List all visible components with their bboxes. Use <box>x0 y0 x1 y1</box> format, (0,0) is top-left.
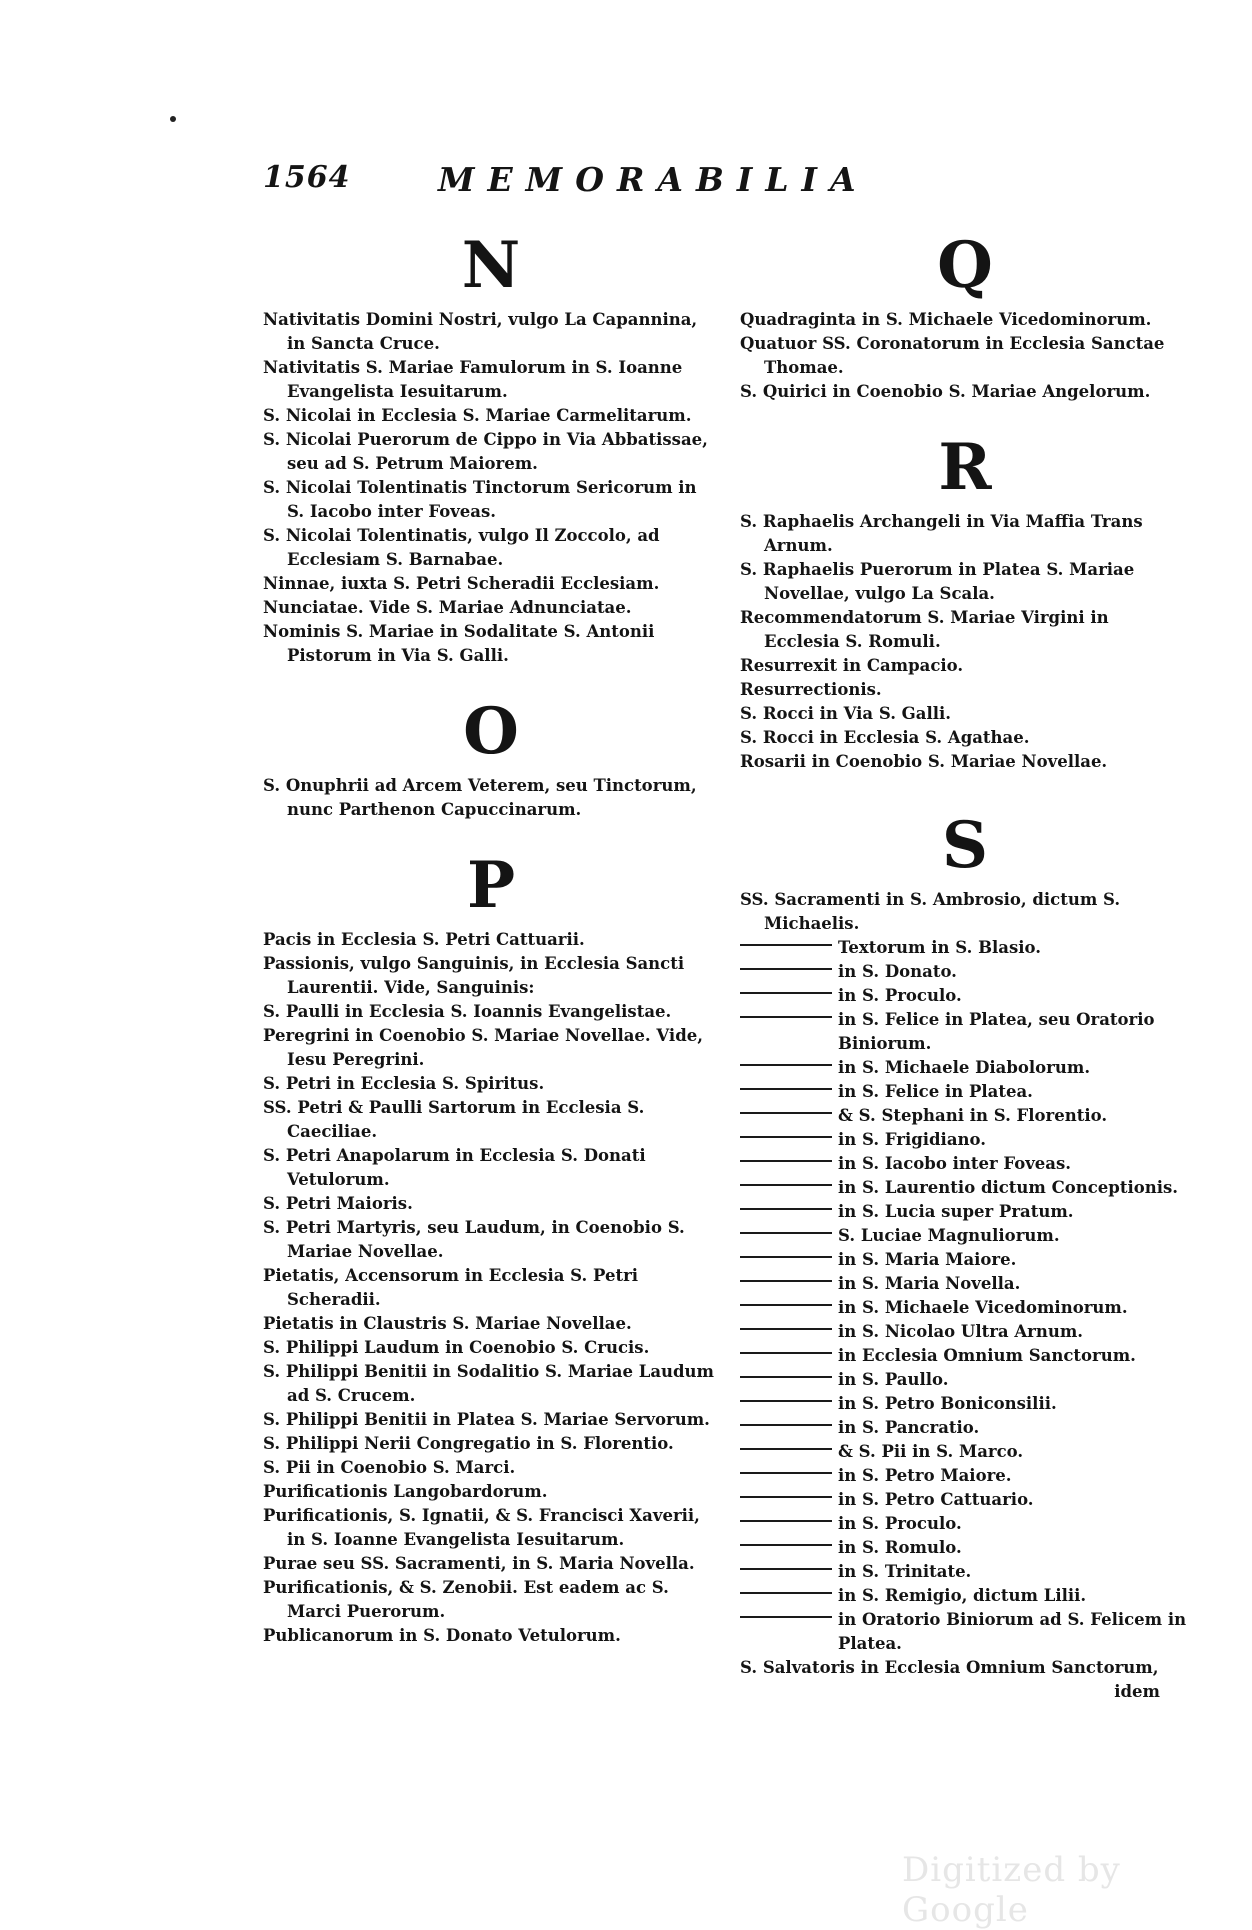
entry-list <box>740 308 1190 404</box>
ditto-entry: in S. Iacobo inter Foveas. <box>740 1152 1190 1176</box>
entry-list <box>740 510 1190 774</box>
list-item: Pietatis in Claustris S. Mariae Novellae. <box>263 1314 632 1333</box>
list-item: Pacis in Ecclesia S. Petri Cattuarii. <box>263 930 585 949</box>
list-item: S. Petri Maioris. <box>263 1194 413 1213</box>
list-item: S. Philippi Laudum in Coenobio S. Crucis. <box>263 1338 650 1357</box>
ditto-entry: in S. Nicolao Ultra Arnum. <box>740 1320 1190 1344</box>
ditto-entry: in S. Maria Maiore. <box>740 1248 1190 1272</box>
section-r <box>740 430 1190 774</box>
ditto-entry: in S. Felice in Platea. <box>740 1080 1190 1104</box>
ditto-entry: in S. Romulo. <box>740 1536 1190 1560</box>
catchword: idem <box>1114 1682 1160 1701</box>
list-item: S. Onuphrii ad Arcem Veterem, seu Tinctorum, nunc Parthenon Capuccinarum. <box>263 776 697 819</box>
list-item: S. Rocci in Via S. Galli. <box>740 704 952 723</box>
ditto-dash <box>740 1496 832 1498</box>
ditto-entry: in S. Laurentio dictum Conceptionis. <box>740 1176 1190 1200</box>
list-item: S. Petri Anapolarum in Ecclesia S. Donati Vetulorum. <box>263 1146 646 1189</box>
list-item: S. Philippi Nerii Congregatio in S. Florentio. <box>263 1434 674 1453</box>
ditto-dash <box>740 1616 832 1618</box>
section-q <box>740 228 1190 404</box>
list-item: S. Quirici in Coenobio S. Mariae Angelorum. <box>740 382 1151 401</box>
list-item: SS. Petri & Paulli Sartorum in Ecclesia S. Caeciliae. <box>263 1098 645 1141</box>
list-item: Ninnae, iuxta S. Petri Scheradii Ecclesiam. <box>263 574 660 593</box>
list-item: S. Rocci in Ecclesia S. Agathae. <box>740 728 1030 747</box>
ditto-entry: Textorum in S. Blasio. <box>740 936 1190 960</box>
list-item: S. Nicolai Tolentinatis, vulgo Il Zoccolo, ad Ecclesiam S. Barnabae. <box>263 526 660 569</box>
ditto-entry: in S. Maria Novella. <box>740 1272 1190 1296</box>
ditto-entry: in S. Proculo. <box>740 984 1190 1008</box>
list-item: Purificationis, & S. Zenobii. Est eadem ac S. Marci Puerorum. <box>263 1578 669 1621</box>
right-column <box>740 228 1190 1704</box>
ditto-dash <box>740 1448 832 1450</box>
section-letter: O <box>463 694 519 769</box>
list-item: S. Philippi Benitii in Sodalitio S. Mariae Laudum ad S. Crucem. <box>263 1362 715 1405</box>
list-item: S. Pii in Coenobio S. Marci. <box>263 1458 516 1477</box>
section-letter: S <box>941 808 989 883</box>
list-item: S. Philippi Benitii in Platea S. Mariae Servorum. <box>263 1410 710 1429</box>
ditto-dash <box>740 1184 832 1186</box>
list-item: Peregrini in Coenobio S. Mariae Novellae. Vide, Iesu Peregrini. <box>263 1026 703 1069</box>
ditto-dash <box>740 1328 832 1330</box>
ditto-entry: S. Luciae Magnuliorum. <box>740 1224 1190 1248</box>
page-header <box>263 152 953 212</box>
list-item: S. Paulli in Ecclesia S. Ioannis Evangelistae. <box>263 1002 672 1021</box>
ditto-dash <box>740 1160 832 1162</box>
section-n <box>263 228 719 668</box>
ditto-dash <box>740 1016 832 1018</box>
ditto-entry: in Ecclesia Omnium Sanctorum. <box>740 1344 1190 1368</box>
ditto-dash <box>740 992 832 994</box>
ditto-dash <box>740 1208 832 1210</box>
list-item: Nativitatis S. Mariae Famulorum in S. Ioanne Evangelista Iesuitarum. <box>263 358 683 401</box>
ditto-dash <box>740 1544 832 1546</box>
ditto-dash <box>740 1520 832 1522</box>
entry-list <box>740 888 1190 936</box>
ditto-entry: in S. Frigidiano. <box>740 1128 1190 1152</box>
list-item: Pietatis, Accensorum in Ecclesia S. Petri Scheradii. <box>263 1266 639 1309</box>
ditto-dash <box>740 1112 832 1114</box>
list-item: S. Petri Martyris, seu Laudum, in Coenobio S. Mariae Novellae. <box>263 1218 685 1261</box>
ditto-dash <box>740 1280 832 1282</box>
ditto-entry: in S. Proculo. <box>740 1512 1190 1536</box>
ditto-dash <box>740 1376 832 1378</box>
list-item: Recommendatorum S. Mariae Virgini in Ecclesia S. Romuli. <box>740 608 1109 651</box>
ditto-dash <box>740 1136 832 1138</box>
list-item: Rosarii in Coenobio S. Mariae Novellae. <box>740 752 1108 771</box>
section-letter: N <box>461 228 521 303</box>
list-item: SS. Sacramenti in S. Ambrosio, dictum S. Michaelis. <box>740 890 1121 933</box>
ditto-dash <box>740 1400 832 1402</box>
ditto-entry: in S. Lucia super Pratum. <box>740 1200 1190 1224</box>
left-column <box>263 228 719 1648</box>
ditto-dash <box>740 1592 832 1594</box>
list-item: S. Nicolai in Ecclesia S. Mariae Carmelitarum. <box>263 406 692 425</box>
ditto-dash <box>740 1088 832 1090</box>
section-letter: Q <box>937 228 993 303</box>
list-item: Resurrectionis. <box>740 680 882 699</box>
entry-list <box>263 774 719 822</box>
list-item: S. Petri in Ecclesia S. Spiritus. <box>263 1074 545 1093</box>
ditto-dash <box>740 1064 832 1066</box>
section-p <box>263 848 719 1648</box>
list-item: S. Raphaelis Archangeli in Via Maffia Trans Arnum. <box>740 512 1143 555</box>
ditto-entry-list <box>740 936 1190 1656</box>
ditto-entry: in S. Michaele Vicedominorum. <box>740 1296 1190 1320</box>
page-number: 1564 <box>263 160 351 195</box>
ditto-entry: in S. Felice in Platea, seu Oratorio Biniorum. <box>740 1008 1190 1056</box>
section-letter: P <box>466 848 516 923</box>
ditto-entry: & S. Pii in S. Marco. <box>740 1440 1190 1464</box>
list-item: S. Nicolai Tolentinatis Tinctorum Sericorum in S. Iacobo inter Foveas. <box>263 478 697 521</box>
digitized-watermark: Digitized by Google <box>902 1850 1121 1930</box>
ditto-entry: in S. Paullo. <box>740 1368 1190 1392</box>
ditto-dash <box>740 1472 832 1474</box>
ditto-dash <box>740 1424 832 1426</box>
list-item: Nominis S. Mariae in Sodalitate S. Antonii Pistorum in Via S. Galli. <box>263 622 655 665</box>
ditto-entry: in S. Petro Boniconsilii. <box>740 1392 1190 1416</box>
ditto-dash <box>740 1232 832 1234</box>
ditto-dash <box>740 1256 832 1258</box>
ditto-entry: in Oratorio Biniorum ad S. Felicem in Platea. <box>740 1608 1190 1656</box>
ditto-entry: & S. Stephani in S. Florentio. <box>740 1104 1190 1128</box>
section-letter: R <box>938 430 992 505</box>
list-item: Passionis, vulgo Sanguinis, in Ecclesia Sancti Laurentii. Vide, Sanguinis: <box>263 954 685 997</box>
list-item: Purae seu SS. Sacramenti, in S. Maria Novella. <box>263 1554 695 1573</box>
ditto-entry: in S. Pancratio. <box>740 1416 1190 1440</box>
ditto-dash <box>740 1304 832 1306</box>
list-item: Nativitatis Domini Nostri, vulgo La Capannina, in Sancta Cruce. <box>263 310 698 353</box>
ditto-dash <box>740 1568 832 1570</box>
ditto-entry: in S. Trinitate. <box>740 1560 1190 1584</box>
ditto-dash <box>740 968 832 970</box>
ink-spot <box>170 116 176 122</box>
list-item: Quatuor SS. Coronatorum in Ecclesia Sanctae Thomae. <box>740 334 1165 377</box>
list-item: Publicanorum in S. Donato Vetulorum. <box>263 1626 621 1645</box>
section-s <box>740 808 1190 1704</box>
ditto-entry: in S. Donato. <box>740 960 1190 984</box>
list-item: S. Salvatoris in Ecclesia Omnium Sanctorum, <box>740 1658 1159 1677</box>
ditto-dash <box>740 1352 832 1354</box>
ditto-entry: in S. Petro Maiore. <box>740 1464 1190 1488</box>
ditto-dash <box>740 944 832 946</box>
entry-list <box>263 928 719 1648</box>
running-head: MEMORABILIA <box>438 160 869 199</box>
ditto-entry: in S. Petro Cattuario. <box>740 1488 1190 1512</box>
list-item: S. Nicolai Puerorum de Cippo in Via Abbatissae, seu ad S. Petrum Maiorem. <box>263 430 708 473</box>
entry-list <box>263 308 719 668</box>
list-item: Nunciatae. Vide S. Mariae Adnunciatae. <box>263 598 632 617</box>
list-item: Purificationis, S. Ignatii, & S. Francisci Xaverii, in S. Ioanne Evangelista Iesuitarum. <box>263 1506 700 1549</box>
list-item: Quadraginta in S. Michaele Vicedominorum. <box>740 310 1152 329</box>
ditto-entry: in S. Michaele Diabolorum. <box>740 1056 1190 1080</box>
list-item: Resurrexit in Campacio. <box>740 656 964 675</box>
ditto-entry: in S. Remigio, dictum Lilii. <box>740 1584 1190 1608</box>
list-item: S. Raphaelis Puerorum in Platea S. Mariae Novellae, vulgo La Scala. <box>740 560 1135 603</box>
list-item: Purificationis Langobardorum. <box>263 1482 548 1501</box>
section-o <box>263 694 719 822</box>
entry-list <box>740 1656 1190 1680</box>
